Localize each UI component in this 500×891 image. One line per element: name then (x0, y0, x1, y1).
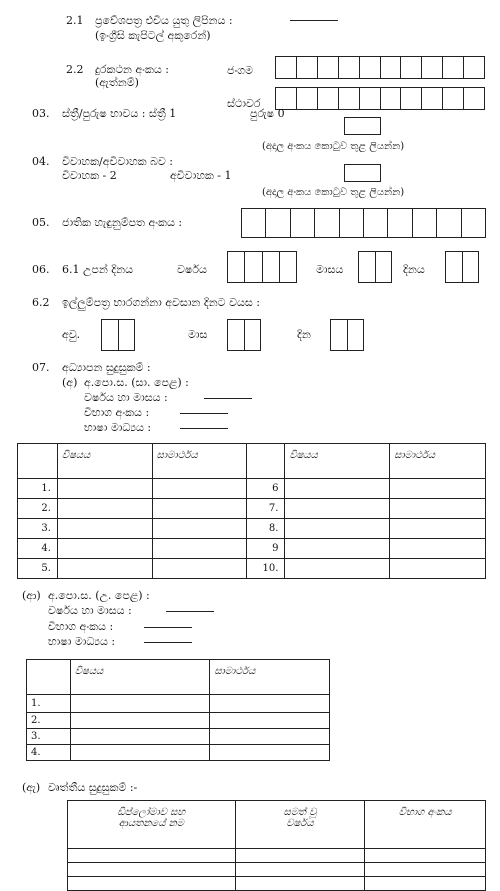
grade-cell[interactable] (152, 559, 247, 579)
index-cell[interactable] (365, 877, 486, 891)
row-number: 4. (27, 745, 71, 761)
row-number: 3. (18, 519, 58, 539)
mobile-label: ජංගම (227, 64, 254, 77)
nic-number-boxes[interactable] (241, 208, 486, 238)
table-row (18, 519, 486, 539)
grade-cell[interactable] (390, 519, 486, 539)
row-number: 1. (18, 479, 58, 499)
marital-hint: (අදාල අංකය කොටුව තුළ ලියන්න) (262, 187, 405, 198)
al-title: අ.පො.ස. (උ. පෙළ) : (48, 589, 150, 602)
grade-cell[interactable] (152, 479, 247, 499)
index-cell[interactable] (365, 849, 486, 863)
al-header-achievement: සාමාර්ථය (210, 660, 330, 695)
marital-married-option: විවාහක - 2 (62, 169, 117, 182)
prof-header-diploma-line1: ඩිප්ලෝමාව සහ (117, 807, 186, 818)
section-2-1-number: 2.1 (66, 14, 84, 27)
education-label: අධ්‍යාපන සුදුසුකම් : (62, 361, 151, 374)
dob-year-boxes[interactable] (227, 251, 297, 283)
subject-cell[interactable] (70, 729, 209, 745)
age-days-boxes[interactable] (330, 319, 364, 351)
ol-year-month-blank[interactable] (204, 398, 252, 399)
ol-index-blank[interactable] (180, 413, 228, 414)
ol-index-label: විභාග අංකය : (84, 406, 150, 419)
marital-unmarried-option: අවිවාහක - 1 (170, 169, 232, 182)
al-index-label: විභාග අංකය : (48, 620, 114, 633)
gender-input-box[interactable] (344, 117, 381, 135)
section-03-number: 03. (32, 107, 50, 120)
al-marker: (ආ) (22, 589, 41, 602)
row-number: 5. (18, 559, 58, 579)
al-year-month-label: වර්ෂය හා මාසය : (48, 604, 132, 617)
row-number: 6 (247, 479, 285, 499)
ol-header-subject-left: විෂයය (57, 444, 152, 479)
al-header-blank (27, 660, 71, 695)
subject-cell[interactable] (57, 499, 152, 519)
subject-cell[interactable] (70, 745, 209, 761)
grade-cell[interactable] (390, 499, 486, 519)
table-row (18, 539, 486, 559)
age-days-label: දින (297, 328, 311, 341)
row-number: 2. (18, 499, 58, 519)
gender-male-option: පුරුෂ 0 (250, 107, 285, 120)
age-years-boxes[interactable] (101, 319, 135, 351)
dob-year-label: වර්ෂය (177, 263, 207, 276)
grade-cell[interactable] (152, 539, 247, 559)
subject-cell[interactable] (57, 479, 152, 499)
ol-year-month-label: වර්ෂය හා මාසය : (84, 391, 168, 404)
subject-cell[interactable] (285, 499, 390, 519)
grade-cell[interactable] (210, 729, 330, 745)
age-years-label: අවු. (62, 328, 81, 341)
diploma-cell[interactable] (68, 849, 236, 863)
table-row (68, 863, 486, 877)
subject-cell[interactable] (285, 539, 390, 559)
grade-cell[interactable] (152, 499, 247, 519)
ol-medium-label: භාෂා මාධ්‍යය : (84, 421, 152, 434)
table-row (18, 559, 486, 579)
ol-title: අ.පො.ස. (සා. පෙළ) : (84, 376, 189, 389)
mobile-number-boxes[interactable] (275, 56, 485, 79)
grade-cell[interactable] (390, 539, 486, 559)
nic-label: ජාතික හැඳුනුම්පත අංකය : (62, 216, 183, 229)
row-number: 2. (27, 713, 71, 729)
al-results-table (26, 659, 330, 761)
prof-header-index: විභාග අංකය (365, 801, 486, 849)
prof-header-diploma (68, 801, 236, 849)
table-row (18, 479, 486, 499)
ol-header-blank-left (18, 444, 58, 479)
al-index-blank[interactable] (144, 627, 192, 628)
ol-header-achievement-right: සාමාර්ථය (390, 444, 486, 479)
row-number: 9 (247, 539, 285, 559)
dob-day-boxes[interactable] (445, 251, 479, 283)
grade-cell[interactable] (210, 695, 330, 713)
dob-day-label: දිනය (403, 263, 425, 276)
subject-cell[interactable] (57, 519, 152, 539)
fixed-line-label: ස්ථාවර (227, 97, 261, 110)
age-label: ඉල්ලුම්පත්‍ර භාරගන්නා අවසාන දිනට වයස : (62, 296, 261, 309)
professional-qualifications-table (67, 800, 486, 891)
year-cell[interactable] (235, 849, 365, 863)
ol-header-subject-right: විෂයය (285, 444, 390, 479)
dob-month-label: මාසය (316, 263, 344, 276)
age-months-label: මාස (188, 328, 208, 341)
table-row (68, 849, 486, 863)
table-row (27, 729, 330, 745)
subject-cell[interactable] (70, 695, 209, 713)
diploma-cell[interactable] (68, 863, 236, 877)
ol-marker: (අ) (62, 376, 78, 389)
table-row (27, 713, 330, 729)
ol-results-table (17, 443, 486, 579)
section-07-number: 07. (32, 361, 50, 374)
ol-header-blank-right (247, 444, 285, 479)
al-header-subject: විෂයය (70, 660, 209, 695)
section-06-number: 06. (32, 263, 50, 276)
address-hint: (ඉංග්‍රීසි කැපිටල් අකුරෙන්) (95, 29, 211, 42)
grade-cell[interactable] (210, 745, 330, 761)
year-cell[interactable] (235, 877, 365, 891)
row-number: 4. (18, 539, 58, 559)
section-05-number: 05. (32, 216, 50, 229)
subject-cell[interactable] (285, 559, 390, 579)
subject-cell[interactable] (57, 539, 152, 559)
row-number: 7. (247, 499, 285, 519)
grade-cell[interactable] (152, 519, 247, 539)
prof-header-year (235, 801, 365, 849)
al-medium-label: භාෂා මාධ්‍යය : (48, 635, 116, 648)
subject-cell[interactable] (285, 479, 390, 499)
year-cell[interactable] (235, 863, 365, 877)
prof-marker: (ඇ) (22, 781, 41, 794)
phone-label: දුරකථන අංකය : (95, 63, 169, 76)
subject-cell[interactable] (70, 713, 209, 729)
table-row (27, 695, 330, 713)
gender-label: ස්ත්‍රී/පුරුෂ භාවය : ස්ත්‍රී 1 (62, 107, 177, 120)
address-label: ප්‍රවේශපත්‍ර එවිය යුතු ලිපිනය : (95, 14, 233, 27)
row-number: 10. (247, 559, 285, 579)
section-6-2-number: 6.2 (32, 296, 50, 309)
prof-header-diploma-line2: ආයතනයේ නම (118, 818, 184, 829)
al-year-month-blank[interactable] (166, 611, 214, 612)
table-row (27, 745, 330, 761)
row-number: 3. (27, 729, 71, 745)
diploma-cell[interactable] (68, 877, 236, 891)
prof-header-year-line1: සමත් වූ (283, 807, 317, 818)
age-months-boxes[interactable] (227, 319, 261, 351)
section-04-number: 04. (32, 155, 50, 168)
subject-cell[interactable] (57, 559, 152, 579)
dob-month-boxes[interactable] (358, 251, 392, 283)
index-cell[interactable] (365, 863, 486, 877)
grade-cell[interactable] (210, 713, 330, 729)
ol-medium-blank[interactable] (180, 428, 228, 429)
marital-label: විවාහක/අවිවාහක බව : (62, 155, 174, 168)
address-blank[interactable] (290, 20, 338, 21)
al-medium-blank[interactable] (144, 642, 192, 643)
row-number: 8. (247, 519, 285, 539)
ol-header-achievement-left: සාමාර්ථය (152, 444, 247, 479)
grade-cell[interactable] (390, 559, 486, 579)
subject-cell[interactable] (285, 519, 390, 539)
table-row (18, 499, 486, 519)
grade-cell[interactable] (390, 479, 486, 499)
gender-hint: (අදාල අංකය කොටුව තුළ ලියන්න) (262, 141, 405, 152)
table-row (68, 877, 486, 891)
dob-label: 6.1 උපන් දිනය (62, 263, 133, 276)
phone-hint: (ඇත්නම්) (95, 76, 139, 89)
prof-title: වෘත්තීය සුදුසුකම් :- (48, 781, 138, 794)
section-2-2-number: 2.2 (66, 63, 84, 76)
row-number: 1. (27, 695, 71, 713)
fixed-number-boxes[interactable] (275, 87, 485, 110)
marital-input-box[interactable] (344, 164, 381, 182)
prof-header-year-line2: වර්ෂය (286, 818, 314, 829)
